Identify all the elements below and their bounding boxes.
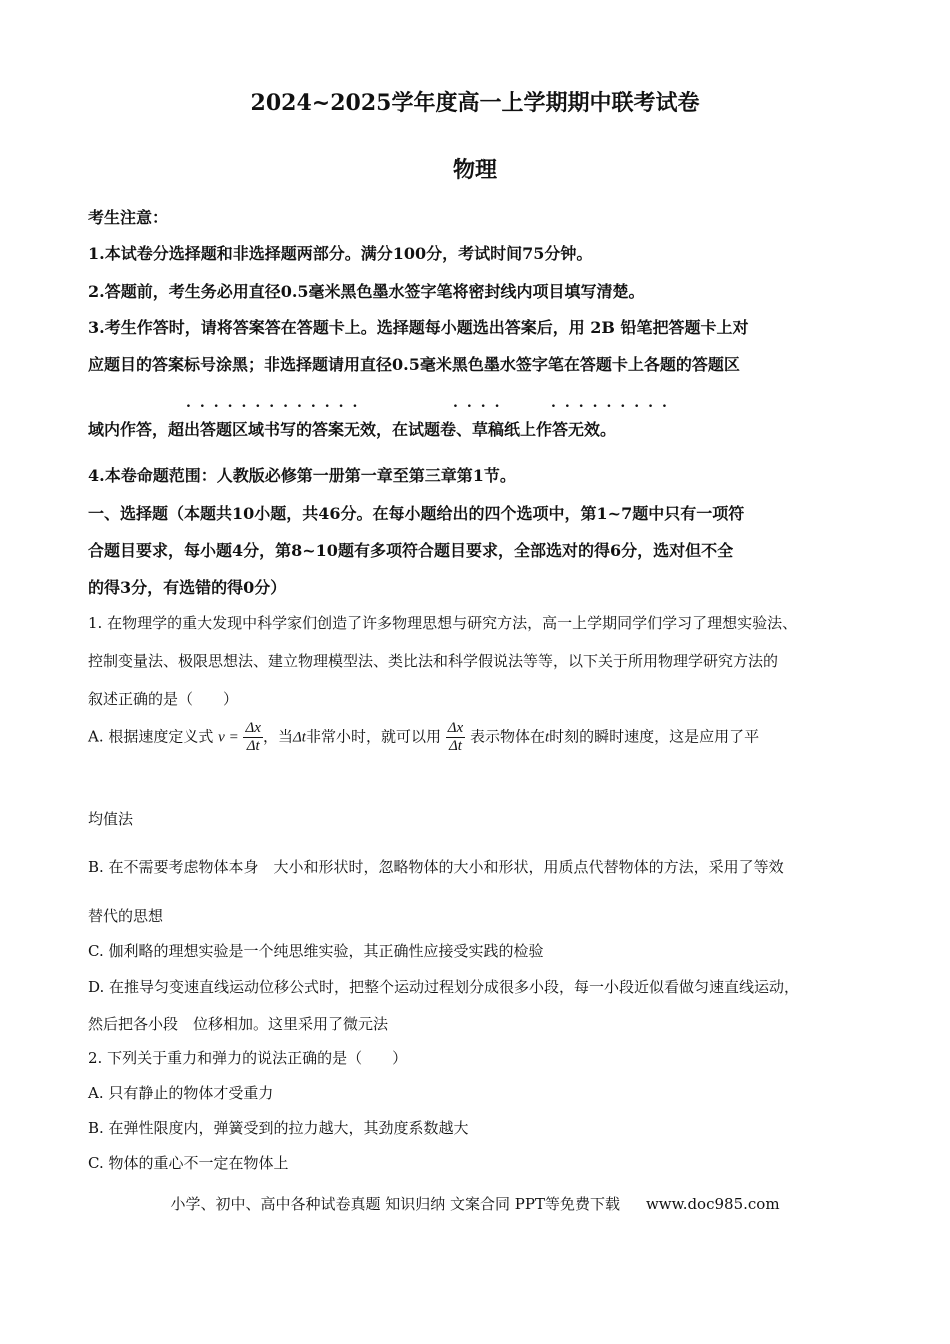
fraction-numerator: Δx	[245, 720, 261, 736]
section-1-instructions-line-3: 的得3分，有选错的得0分）	[88, 578, 287, 597]
q1-option-b-line-2: 替代的思想	[88, 907, 164, 925]
emphasis-dots-3: .........	[551, 395, 676, 411]
fraction-denominator: Δt	[246, 738, 260, 754]
fraction-numerator-2: Δx	[447, 720, 464, 736]
q1-stem-line-2: 控制变量法、极限思想法、建立物理模型法、类比法和科学假说法等等，以下关于所用物理学研究方法的	[88, 652, 779, 670]
q1-option-d-line-2: 然后把各小段 位移相加。这里采用了微元法	[88, 1015, 389, 1033]
q1-option-a-text-4: 时刻的瞬时速度，这是应用了平	[549, 727, 760, 746]
q1-option-d-line-1: D. 在推导匀变速直线运动位移公式时，把整个运动过程划分成很多小段，每一小段近似看做匀速直线运动，	[88, 978, 800, 996]
footer-url: www.doc985.com	[645, 1195, 780, 1213]
emphasis-dots-1: .............	[186, 395, 367, 411]
page-footer	[0, 1193, 950, 1214]
notice-item-3-line-2: 应题目的答案标号涂黑；非选择题请用直径0.5毫米黑色墨水签字笔在答题卡上各题的答题区	[88, 355, 740, 374]
notice-item-4: 4.本卷命题范围：人教版必修第一册第一章至第三章第1节。	[88, 466, 516, 485]
q1-option-a-text-3: 表示物体在	[469, 727, 545, 746]
q2-stem: 2. 下列关于重力和弹力的说法正确的是（ ）	[88, 1049, 408, 1067]
q2-option-c: C. 物体的重心不一定在物体上	[88, 1154, 289, 1172]
q1-option-b-line-1: B. 在不需要考虑物体本身 大小和形状时，忽略物体的大小和形状，用质点代替物体的方法，采用了等效	[88, 858, 784, 876]
section-1-instructions-line-2: 合题目要求，每小题4分，第8~10题有多项符合题目要求，全部选对的得6分，选对但不全	[88, 541, 734, 560]
velocity-symbol: v =	[218, 729, 239, 746]
t-symbol: t	[545, 729, 550, 746]
q1-stem-line-3: 叙述正确的是（ ）	[88, 690, 239, 708]
notice-item-2: 2.答题前，考生务必用直径0.5毫米黑色墨水签字笔将密封线内项目填写清楚。	[88, 282, 645, 301]
fraction-dx-dt-2	[446, 720, 465, 755]
delta-t-symbol: Δt	[292, 729, 306, 746]
q1-option-a-line-1	[88, 720, 759, 755]
q1-option-a-line-2: 均值法	[88, 810, 134, 828]
notice-item-3-line-3: 域内作答，超出答题区域书写的答案无效，在试题卷、草稿纸上作答无效。	[88, 420, 617, 439]
exam-title: 2024~2025学年度高一上学期期中联考试卷	[250, 90, 700, 116]
footer-text: 小学、初中、高中各种试卷真题 知识归纳 文案合同 PPT等免费下载	[170, 1195, 620, 1213]
fraction-denominator-2: Δt	[448, 738, 462, 754]
q1-option-c: C. 伽利略的理想实验是一个纯思维实验，其正确性应接受实践的检验	[88, 942, 544, 960]
fraction-dx-dt	[243, 720, 262, 755]
q1-option-a-text-1: ，当	[262, 727, 293, 746]
q2-option-b: B. 在弹性限度内，弹簧受到的拉力越大，其劲度系数越大	[88, 1119, 469, 1137]
q1-option-a-prefix: A. 根据速度定义式	[88, 727, 214, 746]
q1-stem-line-1: 1. 在物理学的重大发现中科学家们创造了许多物理思想与研究方法，高一上学期同学们学习了理想实验法、	[88, 614, 798, 632]
q2-option-a: A. 只有静止的物体才受重力	[88, 1084, 274, 1102]
exam-subject: 物理	[452, 157, 497, 183]
notice-item-1: 1.本试卷分选择题和非选择题两部分。满分100分，考试时间75分钟。	[88, 244, 593, 263]
notice-item-3-line-1: 3.考生作答时，请将答案答在答题卡上。选择题每小题选出答案后，用 2B 铅笔把答题卡上对	[88, 318, 749, 337]
q1-option-a-text-2: 非常小时，就可以用	[305, 727, 441, 746]
emphasis-dots-2: ....	[453, 395, 509, 411]
notice-heading: 考生注意：	[88, 208, 169, 227]
section-1-instructions-line-1: 一、选择题（本题共10小题，共46分。在每小题给出的四个选项中，第1~7题中只有一项符	[88, 504, 745, 523]
